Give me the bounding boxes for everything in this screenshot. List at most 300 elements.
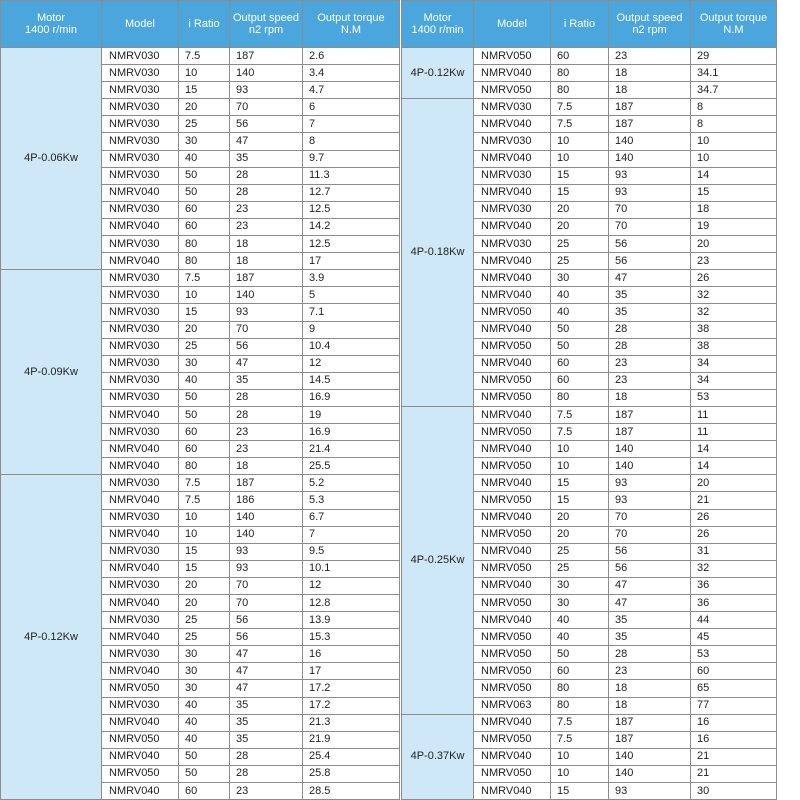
model-cell: NMRV040: [474, 270, 551, 287]
ratio-cell: 10: [551, 458, 609, 475]
torque-cell: 2.6: [303, 48, 400, 65]
ratio-cell: 60: [179, 218, 230, 235]
ratio-cell: 30: [179, 355, 230, 372]
ratio-cell: 10: [179, 65, 230, 82]
torque-cell: 38: [691, 338, 777, 355]
model-cell: NMRV050: [474, 595, 551, 612]
model-cell: NMRV040: [474, 577, 551, 594]
model-cell: NMRV040: [102, 560, 179, 577]
torque-cell: 12.7: [303, 184, 400, 201]
model-cell: NMRV050: [474, 680, 551, 697]
speed-cell: 93: [609, 184, 691, 201]
torque-cell: 7: [303, 526, 400, 543]
speed-cell: 70: [609, 526, 691, 543]
speed-cell: 23: [230, 218, 303, 235]
model-cell: NMRV040: [474, 509, 551, 526]
model-cell: NMRV050: [474, 765, 551, 782]
ratio-cell: 7.5: [551, 116, 609, 133]
speed-cell: 47: [230, 355, 303, 372]
model-cell: NMRV030: [102, 201, 179, 218]
model-cell: NMRV030: [102, 338, 179, 355]
ratio-cell: 15: [551, 167, 609, 184]
model-cell: NMRV050: [474, 424, 551, 441]
ratio-cell: 15: [179, 543, 230, 560]
ratio-cell: 25: [179, 338, 230, 355]
torque-cell: 25.8: [303, 765, 400, 782]
ratio-cell: 10: [179, 526, 230, 543]
torque-cell: 19: [691, 218, 777, 235]
ratio-cell: 40: [551, 612, 609, 629]
speed-cell: 56: [230, 629, 303, 646]
header-motor: Motor 1400 r/min: [402, 1, 474, 48]
torque-cell: 9: [303, 321, 400, 338]
speed-cell: 187: [230, 270, 303, 287]
torque-cell: 8: [691, 116, 777, 133]
model-cell: NMRV030: [102, 372, 179, 389]
speed-cell: 23: [609, 663, 691, 680]
model-cell: NMRV030: [102, 543, 179, 560]
table-row: [402, 48, 777, 65]
ratio-cell: 40: [179, 731, 230, 748]
model-cell: NMRV030: [474, 133, 551, 150]
torque-cell: 36: [691, 595, 777, 612]
model-cell: NMRV063: [474, 697, 551, 714]
torque-cell: 5: [303, 287, 400, 304]
torque-cell: 28.5: [303, 783, 400, 800]
ratio-cell: 15: [551, 783, 609, 800]
torque-cell: 34: [691, 372, 777, 389]
speed-cell: 93: [609, 475, 691, 492]
header-output-torque: Output torque N.M: [691, 1, 777, 48]
ratio-cell: 50: [179, 748, 230, 765]
model-cell: NMRV040: [102, 441, 179, 458]
torque-cell: 60: [691, 663, 777, 680]
ratio-cell: 25: [179, 116, 230, 133]
torque-cell: 34.1: [691, 65, 777, 82]
model-cell: NMRV030: [474, 201, 551, 218]
ratio-cell: 40: [179, 150, 230, 167]
speed-cell: 140: [230, 287, 303, 304]
model-cell: NMRV040: [102, 748, 179, 765]
torque-cell: 9.7: [303, 150, 400, 167]
ratio-cell: 25: [179, 629, 230, 646]
torque-cell: 8: [303, 133, 400, 150]
speed-cell: 56: [230, 612, 303, 629]
model-cell: NMRV040: [474, 543, 551, 560]
model-cell: NMRV040: [102, 406, 179, 423]
model-cell: NMRV050: [474, 663, 551, 680]
ratio-cell: 15: [179, 560, 230, 577]
torque-cell: 20: [691, 236, 777, 253]
ratio-cell: 25: [551, 560, 609, 577]
ratio-cell: 80: [551, 389, 609, 406]
model-cell: NMRV050: [474, 372, 551, 389]
model-cell: NMRV030: [102, 509, 179, 526]
model-cell: NMRV050: [474, 646, 551, 663]
model-cell: NMRV030: [474, 236, 551, 253]
model-cell: NMRV040: [102, 492, 179, 509]
header-ratio: i Ratio: [179, 1, 230, 48]
torque-cell: 12.8: [303, 595, 400, 612]
torque-cell: 44: [691, 612, 777, 629]
ratio-cell: 50: [551, 646, 609, 663]
speed-cell: 47: [230, 133, 303, 150]
ratio-cell: 80: [179, 458, 230, 475]
model-cell: NMRV030: [102, 65, 179, 82]
header-output-torque: Output torque N.M: [303, 1, 400, 48]
model-cell: NMRV040: [102, 526, 179, 543]
torque-cell: 19: [303, 406, 400, 423]
torque-cell: 21.4: [303, 441, 400, 458]
right-table-body: [402, 48, 777, 800]
ratio-cell: 60: [551, 663, 609, 680]
ratio-cell: 20: [551, 201, 609, 218]
speed-cell: 18: [609, 697, 691, 714]
model-cell: NMRV040: [474, 714, 551, 731]
speed-cell: 187: [609, 116, 691, 133]
model-cell: NMRV040: [102, 184, 179, 201]
header-model: Model: [474, 1, 551, 48]
speed-cell: 56: [609, 236, 691, 253]
model-cell: NMRV040: [474, 612, 551, 629]
torque-cell: 17: [303, 253, 400, 270]
ratio-cell: 60: [551, 48, 609, 65]
speed-cell: 93: [609, 783, 691, 800]
ratio-cell: 10: [179, 287, 230, 304]
model-cell: NMRV030: [102, 133, 179, 150]
model-cell: NMRV050: [474, 731, 551, 748]
torque-cell: 17.2: [303, 680, 400, 697]
torque-cell: 8: [691, 99, 777, 116]
motor-group-cell: 4P-0.12Kw: [1, 475, 102, 800]
model-cell: NMRV050: [474, 48, 551, 65]
speed-cell: 187: [609, 714, 691, 731]
torque-cell: 6: [303, 99, 400, 116]
model-cell: NMRV030: [102, 287, 179, 304]
model-cell: NMRV030: [102, 475, 179, 492]
ratio-cell: 40: [179, 697, 230, 714]
speed-cell: 35: [230, 697, 303, 714]
ratio-cell: 50: [179, 184, 230, 201]
ratio-cell: 50: [551, 338, 609, 355]
torque-cell: 36: [691, 577, 777, 594]
ratio-cell: 7.5: [551, 99, 609, 116]
speed-cell: 93: [609, 492, 691, 509]
torque-cell: 10: [691, 150, 777, 167]
speed-cell: 70: [609, 218, 691, 235]
torque-cell: 15.3: [303, 629, 400, 646]
ratio-cell: 60: [551, 355, 609, 372]
ratio-cell: 30: [179, 133, 230, 150]
speed-cell: 70: [609, 509, 691, 526]
speed-cell: 187: [230, 475, 303, 492]
motor-group-cell: 4P-0.25Kw: [402, 406, 474, 714]
motor-group-cell: 4P-0.18Kw: [402, 99, 474, 407]
speed-cell: 187: [230, 48, 303, 65]
torque-cell: 11: [691, 406, 777, 423]
ratio-cell: 7.5: [551, 731, 609, 748]
torque-cell: 21.3: [303, 714, 400, 731]
model-cell: NMRV030: [102, 612, 179, 629]
speed-cell: 140: [609, 765, 691, 782]
motor-group-cell: 4P-0.37Kw: [402, 714, 474, 799]
speed-cell: 23: [230, 441, 303, 458]
speed-cell: 93: [230, 304, 303, 321]
torque-cell: 26: [691, 526, 777, 543]
table-row: [1, 48, 400, 65]
ratio-cell: 7.5: [551, 424, 609, 441]
ratio-cell: 20: [551, 526, 609, 543]
ratio-cell: 60: [179, 424, 230, 441]
model-cell: NMRV040: [102, 714, 179, 731]
model-cell: NMRV030: [102, 389, 179, 406]
speed-cell: 28: [230, 389, 303, 406]
model-cell: NMRV040: [474, 116, 551, 133]
ratio-cell: 10: [551, 748, 609, 765]
ratio-cell: 15: [551, 475, 609, 492]
torque-cell: 21: [691, 492, 777, 509]
ratio-cell: 7.5: [179, 270, 230, 287]
torque-cell: 31: [691, 543, 777, 560]
model-cell: NMRV030: [102, 355, 179, 372]
torque-cell: 53: [691, 389, 777, 406]
model-cell: NMRV030: [102, 304, 179, 321]
speed-cell: 18: [609, 65, 691, 82]
torque-cell: 53: [691, 646, 777, 663]
model-cell: NMRV050: [474, 458, 551, 475]
header-output-speed: Output speed n2 rpm: [230, 1, 303, 48]
model-cell: NMRV030: [102, 82, 179, 99]
model-cell: NMRV050: [474, 492, 551, 509]
torque-cell: 14.5: [303, 372, 400, 389]
ratio-cell: 25: [551, 543, 609, 560]
speed-cell: 56: [230, 338, 303, 355]
torque-cell: 34: [691, 355, 777, 372]
speed-cell: 23: [230, 783, 303, 800]
torque-cell: 6.7: [303, 509, 400, 526]
ratio-cell: 80: [551, 65, 609, 82]
torque-cell: 16: [303, 646, 400, 663]
speed-cell: 47: [230, 680, 303, 697]
model-cell: NMRV040: [474, 441, 551, 458]
torque-cell: 7.1: [303, 304, 400, 321]
model-cell: NMRV030: [102, 167, 179, 184]
model-cell: NMRV040: [474, 406, 551, 423]
torque-cell: 16: [691, 714, 777, 731]
speed-cell: 23: [230, 201, 303, 218]
table-row: [402, 406, 777, 423]
ratio-cell: 30: [179, 663, 230, 680]
ratio-cell: 40: [551, 304, 609, 321]
torque-cell: 3.4: [303, 65, 400, 82]
model-cell: NMRV030: [102, 236, 179, 253]
ratio-cell: 80: [551, 82, 609, 99]
header-ratio: i Ratio: [551, 1, 609, 48]
speed-cell: 70: [230, 595, 303, 612]
model-cell: NMRV050: [102, 765, 179, 782]
torque-cell: 14: [691, 458, 777, 475]
ratio-cell: 60: [551, 372, 609, 389]
ratio-cell: 7.5: [179, 48, 230, 65]
table-row: [1, 270, 400, 287]
ratio-cell: 80: [551, 697, 609, 714]
speed-cell: 93: [230, 560, 303, 577]
model-cell: NMRV040: [474, 184, 551, 201]
model-cell: NMRV040: [102, 595, 179, 612]
model-cell: NMRV050: [474, 629, 551, 646]
torque-cell: 26: [691, 509, 777, 526]
speed-cell: 35: [230, 731, 303, 748]
torque-cell: 9.5: [303, 543, 400, 560]
speed-cell: 47: [230, 646, 303, 663]
speed-cell: 187: [609, 406, 691, 423]
speed-cell: 140: [230, 65, 303, 82]
model-cell: NMRV040: [474, 253, 551, 270]
table-row: [402, 99, 777, 116]
ratio-cell: 50: [179, 389, 230, 406]
speed-cell: 47: [609, 595, 691, 612]
model-cell: NMRV030: [102, 577, 179, 594]
speed-cell: 47: [609, 270, 691, 287]
torque-cell: 38: [691, 321, 777, 338]
torque-cell: 20: [691, 475, 777, 492]
ratio-cell: 40: [179, 372, 230, 389]
model-cell: NMRV040: [474, 150, 551, 167]
ratio-cell: 50: [179, 406, 230, 423]
ratio-cell: 80: [551, 680, 609, 697]
speed-cell: 23: [609, 372, 691, 389]
ratio-cell: 25: [179, 612, 230, 629]
model-cell: NMRV040: [102, 663, 179, 680]
ratio-cell: 40: [179, 714, 230, 731]
ratio-cell: 15: [179, 82, 230, 99]
torque-cell: 3.9: [303, 270, 400, 287]
speed-cell: 23: [230, 424, 303, 441]
model-cell: NMRV050: [102, 731, 179, 748]
torque-cell: 32: [691, 287, 777, 304]
model-cell: NMRV030: [102, 646, 179, 663]
model-cell: NMRV030: [102, 270, 179, 287]
left-table-body: [1, 48, 400, 800]
ratio-cell: 10: [179, 509, 230, 526]
speed-cell: 140: [609, 458, 691, 475]
speed-cell: 28: [230, 765, 303, 782]
speed-cell: 140: [609, 150, 691, 167]
model-cell: NMRV050: [102, 680, 179, 697]
model-cell: NMRV050: [474, 560, 551, 577]
model-cell: NMRV030: [102, 697, 179, 714]
torque-cell: 7: [303, 116, 400, 133]
torque-cell: 30: [691, 783, 777, 800]
model-cell: NMRV040: [474, 783, 551, 800]
speed-cell: 186: [230, 492, 303, 509]
model-cell: NMRV040: [102, 783, 179, 800]
model-cell: NMRV030: [474, 99, 551, 116]
ratio-cell: 15: [179, 304, 230, 321]
torque-cell: 16.9: [303, 424, 400, 441]
ratio-cell: 40: [551, 629, 609, 646]
ratio-cell: 15: [551, 492, 609, 509]
model-cell: NMRV040: [474, 321, 551, 338]
model-cell: NMRV030: [102, 99, 179, 116]
speed-cell: 35: [609, 304, 691, 321]
ratio-cell: 30: [551, 595, 609, 612]
speed-cell: 28: [609, 646, 691, 663]
header-motor: Motor 1400 r/min: [1, 1, 102, 48]
ratio-cell: 50: [551, 321, 609, 338]
ratio-cell: 20: [179, 321, 230, 338]
torque-cell: 11.3: [303, 167, 400, 184]
torque-cell: 25.5: [303, 458, 400, 475]
speed-cell: 18: [230, 458, 303, 475]
ratio-cell: 30: [551, 270, 609, 287]
torque-cell: 29: [691, 48, 777, 65]
torque-cell: 65: [691, 680, 777, 697]
speed-cell: 18: [609, 389, 691, 406]
speed-cell: 70: [230, 99, 303, 116]
torque-cell: 12: [303, 577, 400, 594]
ratio-cell: 20: [551, 218, 609, 235]
speed-cell: 70: [609, 201, 691, 218]
speed-cell: 35: [230, 372, 303, 389]
torque-cell: 77: [691, 697, 777, 714]
model-cell: NMRV040: [474, 218, 551, 235]
model-cell: NMRV040: [474, 65, 551, 82]
speed-cell: 23: [609, 355, 691, 372]
torque-cell: 32: [691, 560, 777, 577]
torque-cell: 16: [691, 731, 777, 748]
ratio-cell: 40: [551, 287, 609, 304]
torque-cell: 15: [691, 184, 777, 201]
model-cell: NMRV050: [474, 389, 551, 406]
torque-cell: 32: [691, 304, 777, 321]
header-output-speed: Output speed n2 rpm: [609, 1, 691, 48]
model-cell: NMRV050: [474, 304, 551, 321]
ratio-cell: 20: [551, 509, 609, 526]
model-cell: NMRV030: [102, 48, 179, 65]
speed-cell: 23: [609, 48, 691, 65]
table-row: [1, 475, 400, 492]
model-cell: NMRV030: [102, 321, 179, 338]
ratio-cell: 20: [179, 577, 230, 594]
model-cell: NMRV030: [102, 116, 179, 133]
speed-cell: 56: [230, 116, 303, 133]
ratio-cell: 60: [179, 783, 230, 800]
torque-cell: 21.9: [303, 731, 400, 748]
torque-cell: 17: [303, 663, 400, 680]
speed-cell: 56: [609, 560, 691, 577]
speed-cell: 18: [230, 236, 303, 253]
ratio-cell: 25: [551, 253, 609, 270]
ratio-cell: 20: [179, 99, 230, 116]
speed-cell: 187: [609, 424, 691, 441]
speed-cell: 93: [230, 543, 303, 560]
speed-cell: 35: [609, 629, 691, 646]
model-cell: NMRV040: [102, 629, 179, 646]
torque-cell: 11: [691, 424, 777, 441]
speed-cell: 35: [230, 714, 303, 731]
ratio-cell: 30: [179, 680, 230, 697]
speed-cell: 187: [609, 731, 691, 748]
header-model: Model: [102, 1, 179, 48]
ratio-cell: 80: [179, 253, 230, 270]
ratio-cell: 7.5: [179, 475, 230, 492]
speed-cell: 70: [230, 577, 303, 594]
torque-cell: 34.7: [691, 82, 777, 99]
speed-cell: 28: [609, 338, 691, 355]
ratio-cell: 50: [179, 765, 230, 782]
torque-cell: 21: [691, 748, 777, 765]
